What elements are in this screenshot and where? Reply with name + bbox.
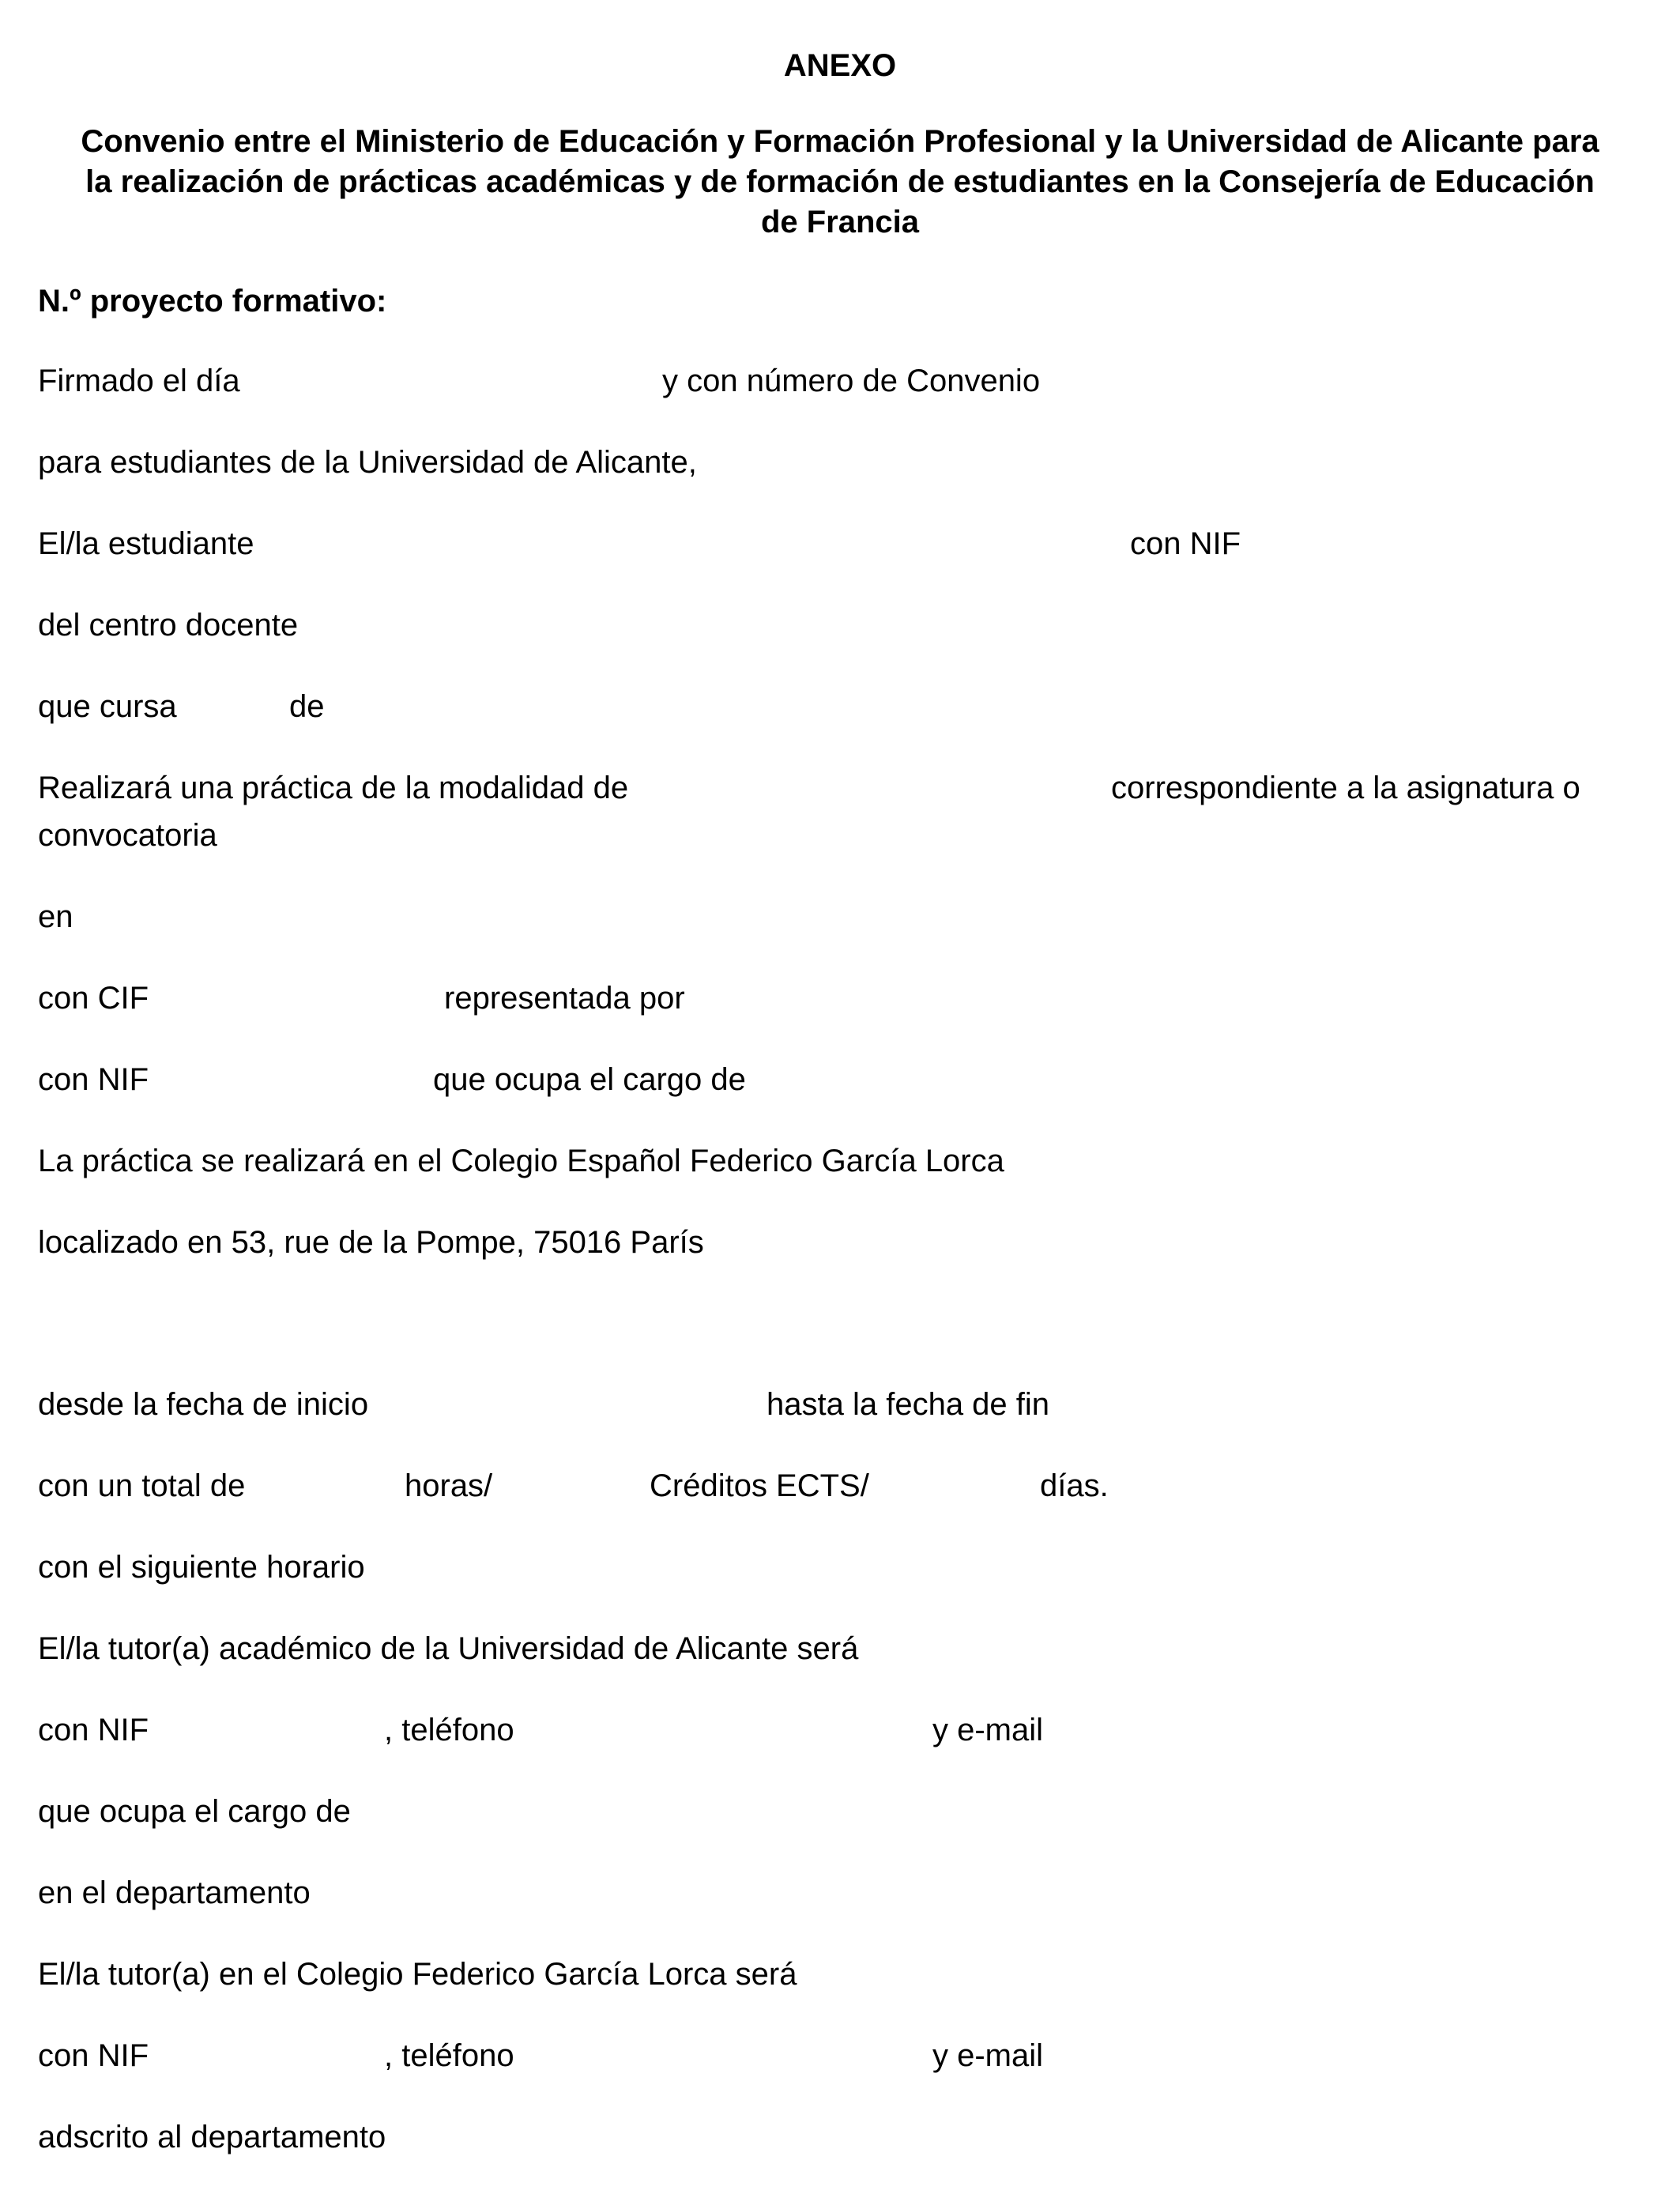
signed-on-label: Firmado el día xyxy=(38,364,240,398)
total-label: con un total de xyxy=(38,1468,246,1503)
studying-of-label: de xyxy=(289,689,325,724)
school-tutor-line: El/la tutor(a) en el Colegio Federico García Lorca será xyxy=(38,1957,797,1992)
academic-tutor-line: El/la tutor(a) académico de la Universidad de Alicante será xyxy=(38,1631,859,1666)
end-date-label: hasta la fecha de fin xyxy=(767,1387,1050,1422)
st-phone-label: , teléfono xyxy=(384,2038,514,2073)
for-students-line: para estudiantes de la Universidad de Alicante, xyxy=(38,445,697,480)
annex-heading: ANEXO xyxy=(783,48,897,83)
st-department-line: adscrito al departamento xyxy=(38,2120,386,2154)
project-number-label: N.º proyecto formativo: xyxy=(38,284,387,319)
school-line: del centro docente xyxy=(38,608,299,643)
student-label: El/la estudiante xyxy=(38,526,254,561)
studying-label: que cursa xyxy=(38,689,177,724)
schedule-line: con el siguiente horario xyxy=(38,1550,365,1585)
at-email-label: y e-mail xyxy=(932,1713,1044,1747)
st-email-label: y e-mail xyxy=(932,2038,1044,2073)
start-date-label: desde la fecha de inicio xyxy=(38,1387,369,1422)
hours-label: horas/ xyxy=(405,1468,493,1503)
rep-nif-label: con NIF xyxy=(38,1062,149,1097)
credits-label: Créditos ECTS/ xyxy=(650,1468,869,1503)
modality-label: Realizará una práctica de la modalidad de xyxy=(38,771,629,805)
at-phone-label: , teléfono xyxy=(384,1713,514,1747)
modality-subject-label: correspondiente a la asignatura o xyxy=(1111,771,1580,805)
location-school-line: La práctica se realizará en el Colegio Español Federico García Lorca xyxy=(38,1144,1004,1178)
rep-position-label: que ocupa el cargo de xyxy=(433,1062,746,1097)
location-address-line: localizado en 53, rue de la Pompe, 75016 París xyxy=(38,1225,704,1260)
days-label: días. xyxy=(1040,1468,1109,1503)
cif-label: con CIF xyxy=(38,981,149,1016)
at-nif-label: con NIF xyxy=(38,1713,149,1747)
student-nif-label: con NIF xyxy=(1130,526,1241,561)
at-position-line: que ocupa el cargo de xyxy=(38,1794,351,1829)
represented-by-label: representada por xyxy=(444,981,685,1016)
at-department-line: en el departamento xyxy=(38,1875,311,1910)
agreement-number-label: y con número de Convenio xyxy=(662,364,1041,398)
agreement-title: Convenio entre el Ministerio de Educación y Formación Profesional y la Universidad de Alicante para la realización de prácticas académicas y de formación de estudiantes en la Consejería de Educación de Francia xyxy=(81,124,1599,239)
modality-convocatoria: convocatoria xyxy=(38,818,217,853)
st-nif-label: con NIF xyxy=(38,2038,149,2073)
at-line: en xyxy=(38,899,73,934)
